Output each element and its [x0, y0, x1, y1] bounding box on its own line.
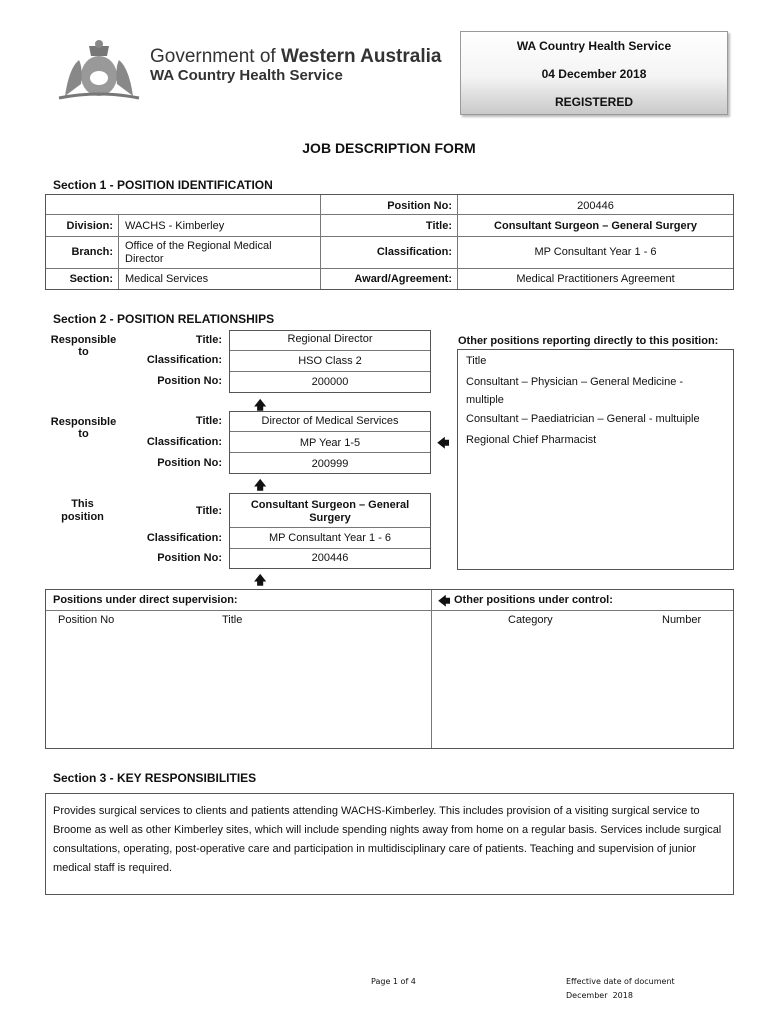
this-position-label: This position — [61, 498, 104, 523]
col-number: Number — [662, 614, 702, 626]
responsible-to-label-1: Responsible to — [50, 334, 117, 358]
position-no-label: Position No: — [387, 200, 452, 212]
box3-position-no: 200446 — [311, 552, 349, 564]
col-position-no: Position No — [58, 614, 115, 626]
stamp-org: WA Country Health Service — [516, 39, 672, 53]
box2-position-no: 200999 — [311, 458, 349, 470]
responsible-to-label-2: Responsible to — [50, 416, 117, 440]
other-position-item: Title — [466, 355, 487, 367]
box1-classification-label: Classification: — [146, 354, 222, 366]
other-positions-heading: Other positions reporting directly to this position: — [458, 335, 719, 347]
title-value: Consultant Surgeon – General Surgery — [494, 220, 697, 232]
supervision-table — [45, 589, 734, 749]
branch-value: Office of the Regional Medical Director — [125, 240, 272, 265]
section-label: Section: — [69, 273, 113, 285]
box2-classification-label: Classification: — [146, 436, 222, 448]
arrow-up-icon: 🡅 — [254, 478, 267, 492]
branch-label: Branch: — [71, 246, 113, 258]
box2-position-no-label: Position No: — [157, 457, 222, 469]
box1-title: Regional Director — [287, 333, 373, 345]
other-control-heading: Other positions under control: — [454, 594, 613, 606]
classification-label: Classification: — [376, 246, 452, 258]
box3-classification-label: Classification: — [146, 532, 222, 544]
classification-value: MP Consultant Year 1 - 6 — [534, 246, 657, 258]
box1-classification: HSO Class 2 — [298, 355, 362, 367]
section2-heading: Section 2 - POSITION RELATIONSHIPS — [53, 312, 275, 326]
other-position-item: Regional Chief Pharmacist — [466, 434, 597, 446]
title-label: Title: — [425, 220, 452, 232]
direct-supervision-heading: Positions under direct supervision: — [53, 594, 238, 606]
division-value: WACHS - Kimberley — [125, 220, 225, 232]
position-no-value: 200446 — [577, 200, 614, 212]
other-position-item: Consultant – Physician – General Medicine - multiple — [466, 376, 684, 406]
wa-crest-logo — [55, 38, 143, 102]
arrow-up-icon: 🡅 — [254, 398, 267, 412]
section-value: Medical Services — [125, 273, 209, 285]
division-label: Division: — [66, 220, 113, 232]
arrow-up-icon: 🡅 — [254, 573, 267, 587]
key-responsibilities-text: Provides surgical services to clients and patients attending WACHS-Kimberley. This includes provision of a visiting surgical service to Broome as well as other Kimberley sites, which will include spending nights away from home on a regular basis. Services include surgical consultations, operating, post-operative care and participation in multidisciplinary care of patients. Teaching and supervision of junior medical staff is required. — [53, 805, 722, 874]
award-label: Award/Agreement: — [354, 273, 452, 285]
page-number: Page 1 of 4 — [371, 977, 416, 986]
other-position-item: Consultant – Paediatrician – General - multuiple — [466, 413, 700, 425]
box3-title-label: Title: — [195, 505, 222, 517]
box3-title: Consultant Surgeon – General Surgery — [250, 499, 410, 524]
box3-classification: MP Consultant Year 1 - 6 — [268, 532, 392, 544]
service-title: WA Country Health Service — [150, 67, 343, 84]
form-title: JOB DESCRIPTION FORM — [302, 140, 476, 156]
box1-title-label: Title: — [195, 334, 222, 346]
col-category: Category — [508, 614, 553, 626]
col-title: Title — [222, 614, 243, 626]
box2-classification: MP Year 1-5 — [299, 437, 361, 449]
box2-title-label: Title: — [195, 415, 222, 427]
award-value: Medical Practitioners Agreement — [516, 273, 675, 285]
box1-position-no: 200000 — [311, 376, 349, 388]
box1-position-no-label: Position No: — [157, 375, 222, 387]
government-title-plain: Government of — [150, 46, 281, 67]
section3-heading: Section 3 - KEY RESPONSIBILITIES — [53, 771, 257, 785]
government-title-bold: Western Australia — [280, 46, 442, 67]
government-title — [150, 46, 441, 68]
stamp-status: REGISTERED — [554, 95, 633, 109]
effective-date-value: December 2018 — [566, 991, 633, 1000]
box2-title: Director of Medical Services — [261, 415, 399, 427]
section1-heading: Section 1 - POSITION IDENTIFICATION — [53, 178, 273, 192]
stamp-date: 04 December 2018 — [541, 67, 647, 81]
arrow-left-icon: 🡄 — [438, 594, 451, 608]
effective-date-label: Effective date of document — [566, 977, 675, 986]
registration-stamp — [460, 31, 728, 115]
box3-position-no-label: Position No: — [157, 552, 222, 564]
arrow-left-icon: 🡄 — [437, 436, 450, 450]
